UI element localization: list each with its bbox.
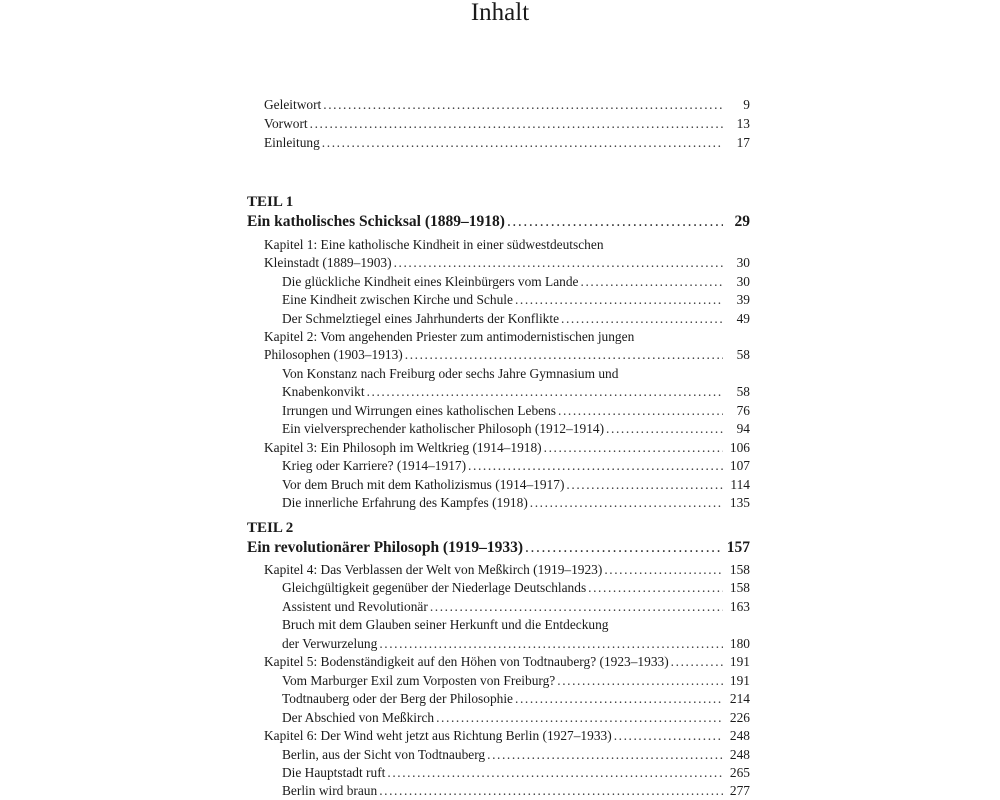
page-number: 30 (736, 255, 750, 270)
entry-label: Kapitel 5: Bodenständigkeit auf den Höhen von Todtnauberg? (1923–1933) (264, 654, 669, 669)
leader-dots (387, 764, 723, 782)
section-entry[interactable] (282, 782, 750, 800)
entry-label: Ein revolutionärer Philosoph (1919–1933) (247, 539, 524, 556)
page-number: 158 (729, 580, 750, 595)
entry-label: Eine Kindheit zwischen Kirche und Schule (282, 292, 513, 307)
section-entry[interactable] (282, 494, 750, 512)
page-number: 226 (729, 710, 750, 725)
part-title-entry[interactable] (247, 538, 750, 558)
leader-dots (581, 273, 724, 291)
leader-dots (379, 782, 723, 800)
page-number: 17 (736, 135, 750, 150)
page-number: 106 (729, 440, 750, 455)
page-number: 107 (729, 458, 750, 473)
page-number: 49 (736, 311, 750, 326)
chapter-entry[interactable] (264, 561, 750, 579)
page-number: 248 (729, 728, 750, 743)
entry-label: Vor dem Bruch mit dem Katholizismus (1914–1917) (282, 477, 565, 492)
leader-dots (405, 346, 723, 364)
chapter-entry[interactable] (264, 439, 750, 457)
entry-label: Ein vielversprechender katholischer Philosoph (1912–1914) (282, 421, 605, 436)
entry-label: Berlin wird braun (282, 783, 378, 798)
leader-dots (367, 383, 723, 401)
page-number: 9 (743, 97, 750, 112)
chapter-entry[interactable] (264, 346, 750, 364)
entry-label: Die innerliche Erfahrung des Kampfes (1918) (282, 495, 528, 510)
entry-label: Einleitung (264, 135, 320, 150)
section-entry[interactable] (282, 579, 750, 597)
entry-label: Ein katholisches Schicksal (1889–1918) (247, 213, 505, 230)
section-entry[interactable] (282, 746, 750, 764)
page-number: 29 (734, 213, 750, 230)
leader-dots (468, 457, 723, 475)
leader-dots (322, 134, 723, 152)
chapter-entry[interactable] (264, 653, 750, 671)
entry-label: Die glückliche Kindheit eines Kleinbürgers vom Lande (282, 274, 579, 289)
entry-label: Kapitel 3: Ein Philosoph im Weltkrieg (1914–1918) (264, 440, 542, 455)
leader-dots (557, 672, 723, 690)
section-entry[interactable] (282, 476, 750, 494)
leader-dots (487, 746, 723, 764)
section-entry[interactable] (282, 457, 750, 475)
entry-label: Der Schmelztiegel eines Jahrhunderts der Konflikte (282, 311, 560, 326)
leader-dots (566, 476, 723, 494)
section-entry-line[interactable]: Bruch mit dem Glauben seiner Herkunft und die Entdeckung (282, 617, 609, 632)
leader-dots (606, 420, 723, 438)
leader-dots (544, 439, 723, 457)
leader-dots (525, 538, 723, 558)
page-number: 277 (729, 783, 750, 798)
toc-entry[interactable] (264, 115, 750, 133)
entry-label: Berlin, aus der Sicht von Todtnauberg (282, 747, 486, 762)
section-entry[interactable] (282, 709, 750, 727)
page-number: 191 (729, 654, 750, 669)
leader-dots (588, 579, 723, 597)
page-number: 214 (729, 691, 750, 706)
page-number: 135 (729, 495, 750, 510)
leader-dots (671, 653, 723, 671)
leader-dots (515, 291, 723, 309)
part-heading: TEIL 1 (247, 194, 294, 210)
page-number: 39 (736, 292, 750, 307)
page-number: 76 (736, 403, 750, 418)
entry-label: Philosophen (1903–1913) (264, 347, 403, 362)
part-title-entry[interactable] (247, 212, 750, 232)
entry-label: der Verwurzelung (282, 636, 378, 651)
page-number: 157 (726, 539, 750, 556)
leader-dots (530, 494, 723, 512)
entry-label: Vorwort (264, 116, 308, 131)
page-number: 30 (736, 274, 750, 289)
section-entry[interactable] (282, 764, 750, 782)
entry-label: Gleichgültigkeit gegenüber der Niederlage Deutschlands (282, 580, 587, 595)
page-number: 191 (729, 673, 750, 688)
chapter-entry-line[interactable]: Kapitel 1: Eine katholische Kindheit in einer südwestdeutschen (264, 237, 604, 252)
leader-dots (436, 709, 723, 727)
toc-entry[interactable] (264, 134, 750, 152)
leader-dots (394, 254, 723, 272)
section-entry[interactable] (282, 635, 750, 653)
entry-label: Kapitel 6: Der Wind weht jetzt aus Richtung Berlin (1927–1933) (264, 728, 612, 743)
chapter-entry[interactable] (264, 727, 750, 745)
chapter-entry-line[interactable]: Kapitel 2: Vom angehenden Priester zum antimodernistischen jungen (264, 329, 635, 344)
section-entry[interactable] (282, 383, 750, 401)
section-entry[interactable] (282, 402, 750, 420)
leader-dots (379, 635, 723, 653)
page-number: 158 (729, 562, 750, 577)
page-number: 248 (729, 747, 750, 762)
page-number: 58 (736, 347, 750, 362)
entry-label: Geleitwort (264, 97, 322, 112)
section-entry[interactable] (282, 273, 750, 291)
section-entry[interactable] (282, 672, 750, 690)
page-number: 94 (736, 421, 750, 436)
entry-label: Todtnauberg oder der Berg der Philosophie (282, 691, 513, 706)
page-number: 58 (736, 384, 750, 399)
leader-dots (604, 561, 723, 579)
entry-label: Irrungen und Wirrungen eines katholischen Lebens (282, 403, 557, 418)
page-number: 13 (736, 116, 750, 131)
entry-label: Die Hauptstadt ruft (282, 765, 386, 780)
page-number: 163 (729, 599, 750, 614)
leader-dots (507, 212, 723, 232)
page-number: 114 (730, 477, 750, 492)
entry-label: Krieg oder Karriere? (1914–1917) (282, 458, 467, 473)
entry-label: Kleinstadt (1889–1903) (264, 255, 392, 270)
entry-label: Assistent und Revolutionär (282, 599, 428, 614)
leader-dots (323, 96, 723, 114)
section-entry-line[interactable]: Von Konstanz nach Freiburg oder sechs Jahre Gymnasium und (282, 366, 619, 381)
section-entry[interactable] (282, 690, 750, 708)
part-heading: TEIL 2 (247, 520, 294, 536)
section-entry[interactable] (282, 310, 750, 328)
leader-dots (310, 115, 723, 133)
leader-dots (430, 598, 723, 616)
section-entry[interactable] (282, 420, 750, 438)
chapter-entry[interactable] (264, 254, 750, 272)
entry-label: Kapitel 4: Das Verblassen der Welt von Meßkirch (1919–1923) (264, 562, 603, 577)
leader-dots (558, 402, 723, 420)
leader-dots (561, 310, 723, 328)
toc-entry[interactable] (264, 96, 750, 114)
page-title: Inhalt (470, 0, 530, 26)
section-entry[interactable] (282, 291, 750, 309)
leader-dots (614, 727, 723, 745)
page-number: 180 (729, 636, 750, 651)
leader-dots (515, 690, 723, 708)
entry-label: Knabenkonvikt (282, 384, 365, 399)
page-number: 265 (729, 765, 750, 780)
entry-label: Der Abschied von Meßkirch (282, 710, 435, 725)
entry-label: Vom Marburger Exil zum Vorposten von Freiburg? (282, 673, 556, 688)
section-entry[interactable] (282, 598, 750, 616)
